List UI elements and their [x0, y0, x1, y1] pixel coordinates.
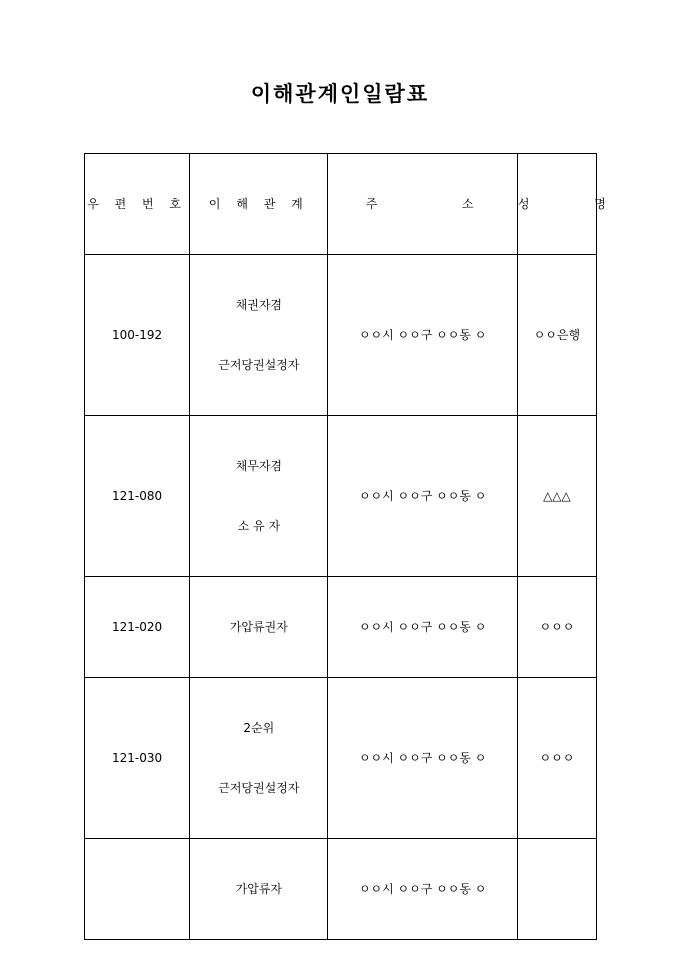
cell-address: ㅇㅇ시 ㅇㅇ구 ㅇㅇ동 ㅇ [328, 678, 517, 839]
cell-address: ㅇㅇ시 ㅇㅇ구 ㅇㅇ동 ㅇ [328, 839, 517, 940]
cell-address: ㅇㅇ시 ㅇㅇ구 ㅇㅇ동 ㅇ [328, 577, 517, 678]
cell-name: △△△ [517, 416, 596, 577]
header-relation: 이 해 관 계 [190, 154, 328, 255]
relation-line: 2순위 [243, 721, 275, 735]
cell-relation [190, 255, 328, 416]
cell-zip: 121-030 [85, 678, 190, 839]
cell-zip: 121-080 [85, 416, 190, 577]
cell-name: ㅇㅇㅇ [517, 678, 596, 839]
cell-zip [85, 839, 190, 940]
cell-relation [190, 577, 328, 678]
header-zip: 우 편 번 호 [85, 154, 190, 255]
cell-relation [190, 839, 328, 940]
relation-line: 근저당권설정자 [218, 358, 300, 372]
table-row [85, 255, 597, 416]
cell-address: ㅇㅇ시 ㅇㅇ구 ㅇㅇ동 ㅇ [328, 255, 517, 416]
cell-address: ㅇㅇ시 ㅇㅇ구 ㅇㅇ동 ㅇ [328, 416, 517, 577]
relation-line: 소 유 자 [237, 519, 281, 533]
cell-name [517, 839, 596, 940]
table-header-row [85, 154, 597, 255]
relation-line: 채무자겸 [235, 459, 283, 473]
table-row [85, 678, 597, 839]
table-row [85, 839, 597, 940]
cell-name: ㅇㅇㅇ [517, 577, 596, 678]
cell-name: ㅇㅇ은행 [517, 255, 596, 416]
header-address: 주 소 [328, 154, 517, 255]
cell-relation [190, 678, 328, 839]
relation-line: 가압류권자 [229, 620, 288, 634]
relation-line: 가압류자 [235, 882, 283, 896]
table-row [85, 577, 597, 678]
relation-line: 채권자겸 [235, 298, 283, 312]
cell-zip: 100-192 [85, 255, 190, 416]
cell-relation [190, 416, 328, 577]
cell-zip: 121-020 [85, 577, 190, 678]
relation-line: 근저당권설정자 [218, 781, 300, 795]
interested-parties-table [84, 153, 612, 940]
page-title: 이해관계인일람표 [250, 81, 430, 106]
table-row [85, 416, 597, 577]
header-name: 성 명 [517, 154, 596, 255]
